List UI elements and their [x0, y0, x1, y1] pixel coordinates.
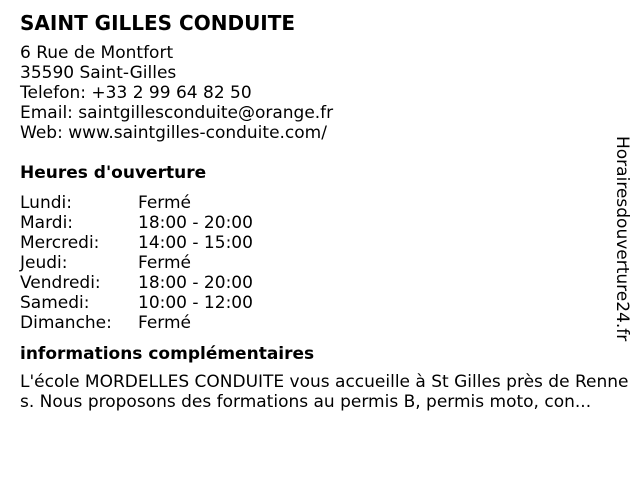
business-name: SAINT GILLES CONDUITE [20, 11, 296, 35]
opening-hours-table [20, 193, 620, 333]
day-label: Jeudi: [20, 253, 68, 273]
hours-value: Fermé [138, 313, 192, 333]
hours-value: 18:00 - 20:00 [138, 273, 253, 293]
address-street: 6 Rue de Montfort [20, 43, 174, 63]
website-line: Web: www.saintgilles-conduite.com/ [20, 123, 327, 143]
site-watermark: Horairesdouverture24.fr [612, 136, 632, 342]
hours-value: Fermé [138, 253, 192, 273]
day-label: Mercredi: [20, 233, 100, 253]
day-label: Mardi: [20, 213, 74, 233]
day-label: Vendredi: [20, 273, 101, 293]
address-city: 35590 Saint-Gilles [20, 63, 177, 83]
hours-value: Fermé [138, 193, 192, 213]
hours-value: 14:00 - 15:00 [138, 233, 253, 253]
hours-value: 18:00 - 20:00 [138, 213, 253, 233]
phone-line: Telefon: +33 2 99 64 82 50 [20, 83, 252, 103]
hours-value: 10:00 - 12:00 [138, 293, 253, 313]
hours-row-wednesday [20, 233, 620, 253]
day-label: Lundi: [20, 193, 72, 213]
hours-row-saturday [20, 293, 620, 313]
day-label: Samedi: [20, 293, 90, 313]
hours-row-monday [20, 193, 620, 213]
hours-row-thursday [20, 253, 620, 273]
hours-row-friday [20, 273, 620, 293]
additional-info-heading: informations complémentaires [20, 344, 315, 364]
day-label: Dimanche: [20, 313, 112, 333]
hours-row-sunday [20, 313, 620, 333]
hours-row-tuesday [20, 213, 620, 233]
opening-hours-heading: Heures d'ouverture [20, 163, 207, 183]
additional-info-text: L'école MORDELLES CONDUITE vous accueille à St Gilles près de Rennes. Nous proposons des formations au permis B, permis moto, con... [20, 372, 629, 412]
email-line: Email: saintgillesconduite@orange.fr [20, 103, 334, 123]
